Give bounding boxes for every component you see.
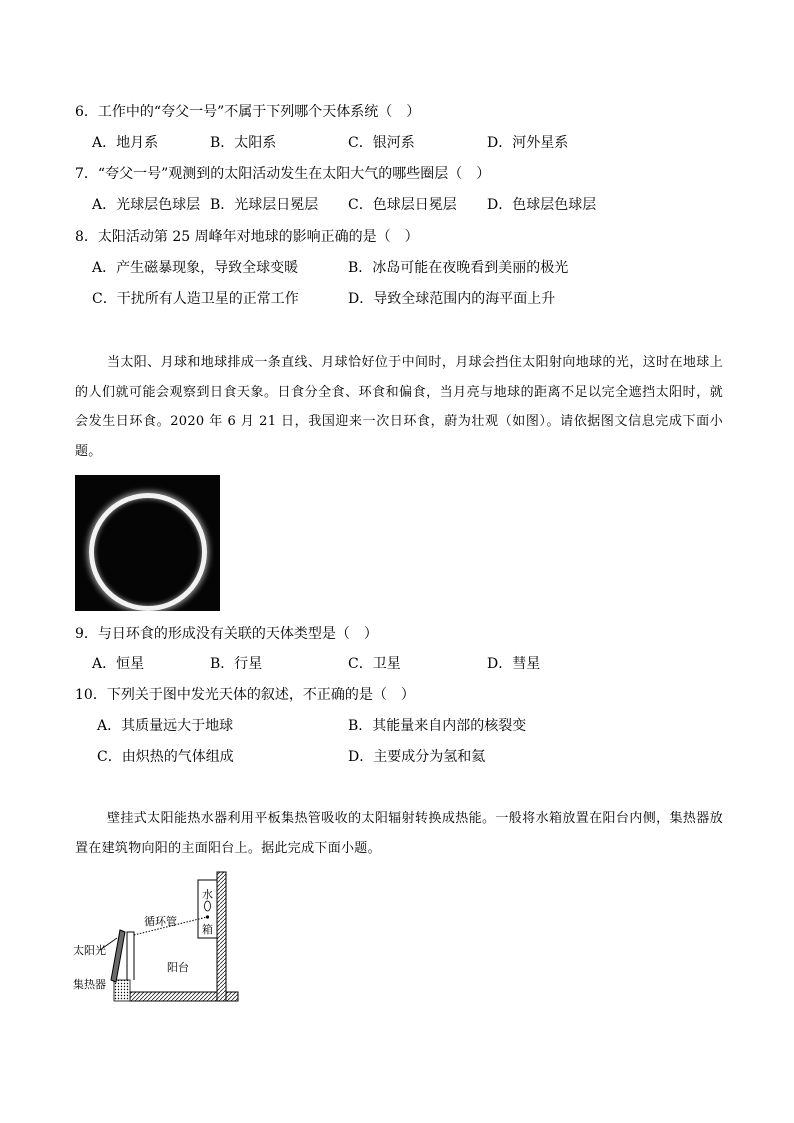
q9-option-d: D．彗星 — [487, 656, 541, 672]
collector-base — [114, 980, 130, 1001]
tank-label-bottom: 箱 — [202, 923, 213, 936]
q9-option-a: A．恒星 — [92, 656, 145, 672]
q10-option-c: C．由炽热的气体组成 — [97, 749, 234, 765]
q8-option-b: B．冰岛可能在夜晚看到美丽的极光 — [348, 260, 569, 276]
collector-frame — [127, 932, 134, 980]
q10-option-b: B．其能量来自内部的核裂变 — [348, 718, 527, 734]
q9-option-b: B．行星 — [210, 656, 263, 672]
question-6-stem: 6．工作中的“夸父一号”不属于下列哪个天体系统（ ） — [75, 104, 421, 120]
balcony-label: 阳台 — [167, 961, 189, 974]
building-wall — [217, 872, 226, 1001]
pipe-inlet-icon — [206, 915, 209, 918]
pipe-label: 循环管 — [144, 915, 177, 928]
solar-heater-diagram — [72, 868, 247, 1008]
q6-option-a: A．地月系 — [92, 135, 159, 151]
q7-option-d: D．色球层色球层 — [487, 197, 597, 213]
q7-option-b: B．光球层日冕层 — [210, 197, 319, 213]
question-9-stem: 9．与日环食的形成没有关联的天体类型是（ ） — [75, 626, 378, 642]
collector-label: 集热器 — [73, 978, 106, 991]
q8-option-a: A．产生磁暴现象，导致全球变暖 — [92, 260, 299, 276]
annular-eclipse-photo — [75, 475, 220, 611]
q10-option-a: A．其质量远大于地球 — [97, 718, 234, 734]
q8-option-c: C．干扰所有人造卫星的正常工作 — [92, 291, 299, 307]
question-8-stem: 8．太阳活动第 25 周峰年对地球的影响正确的是（ ） — [75, 229, 419, 245]
q6-option-d: D．河外星系 — [487, 135, 569, 151]
question-10-stem: 10．下列关于图中发光天体的叙述，不正确的是（ ） — [75, 687, 415, 703]
question-7-stem: 7．“夸父一号”观测到的太阳活动发生在太阳大气的哪些圈层（ ） — [75, 166, 491, 182]
q6-option-c: C．银河系 — [348, 135, 415, 151]
q9-option-c: C．卫星 — [348, 656, 401, 672]
q6-option-b: B．太阳系 — [210, 135, 277, 151]
q7-option-a: A．光球层色球层 — [92, 197, 201, 213]
collector-panel — [111, 930, 125, 982]
solar-heater-passage: 壁挂式太阳能热水器利用平板集热管吸收的太阳辐射转换成热能。一般将水箱放置在阳台内侧，集热器放置在建筑物向阳的主面阳台上。据此完成下面小题。 — [75, 811, 723, 856]
q8-option-d: D．导致全球范围内的海平面上升 — [348, 291, 556, 307]
tank-label-top: 水 — [202, 888, 213, 901]
eclipse-passage: 当太阳、月球和地球排成一条直线、月球恰好位于中间时，月球会挡住太阳射向地球的光，这时在地球上的人们就可能会观察到日食天象。日食分全食、环食和偏食，当月亮与地球的距离不足以完全遮挡太阳时，就会发生日环食。2020 年 6 月 21 日，我国迎来一次日环食，蔚为壮观（如图）。请依据图文信息完成下面小题。 — [75, 355, 723, 459]
sun-ring — [89, 493, 207, 611]
q7-option-c: C．色球层日冕层 — [348, 197, 457, 213]
sunlight-label: 太阳光 — [73, 944, 106, 957]
q10-option-d: D．主要成分为氢和氦 — [348, 749, 486, 765]
